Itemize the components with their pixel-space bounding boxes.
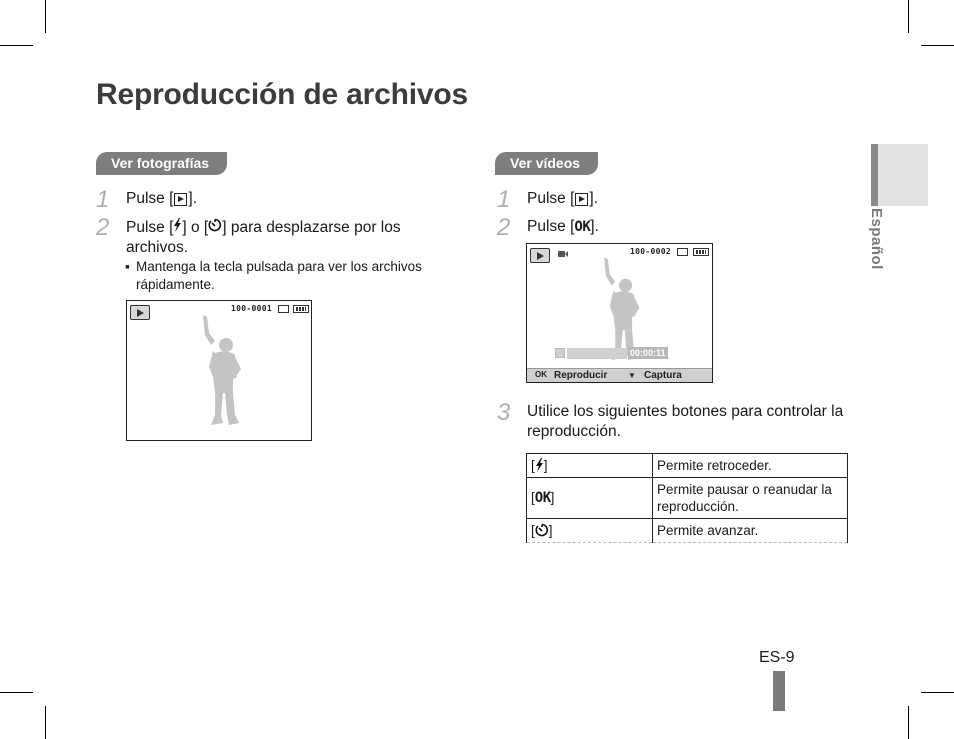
timer-icon: [208, 217, 222, 237]
step-text-post: ].: [590, 218, 599, 235]
step-text: [527, 189, 598, 209]
capture-label: Captura: [644, 370, 682, 381]
step-number: 2: [96, 214, 110, 241]
table-key-cell: [527, 454, 653, 478]
table-key-cell: [527, 519, 653, 543]
video-file-icon: [558, 250, 568, 258]
crop-mark: [908, 706, 909, 739]
table-row: [527, 519, 848, 543]
bracket: [: [531, 458, 535, 473]
stop-icon: [555, 348, 565, 358]
language-tab: [871, 144, 928, 206]
battery-icon: [293, 305, 309, 313]
battery-icon: [693, 248, 709, 256]
play-key-icon: [174, 193, 187, 206]
play-key-icon: [575, 193, 588, 206]
photo-preview-screen: [126, 300, 312, 441]
crop-mark: [0, 45, 33, 46]
step-number: 2: [497, 214, 511, 241]
page-number: ES-9: [759, 649, 795, 666]
ok-label: OK: [535, 370, 547, 379]
page-title: Reproducción de archivos: [96, 78, 468, 111]
file-number: 100-0002: [630, 247, 671, 256]
step-text: [126, 189, 197, 209]
language-label: Español: [868, 208, 885, 270]
page-number-bar: [773, 671, 785, 711]
step-text-pre: Pulse [: [527, 218, 575, 235]
step-text-post: ] para desplazarse por los archivos.: [126, 219, 401, 256]
crop-mark: [921, 692, 954, 693]
ok-key-icon: OK: [534, 490, 551, 506]
memory-icon: [677, 248, 688, 256]
play-label: Reproducir: [554, 370, 608, 381]
bullet-text: Mantenga la tecla pulsada para ver los archivos rápidamente.: [136, 259, 422, 292]
step-text: [527, 217, 599, 237]
step-text-post: ].: [188, 190, 198, 207]
bracket: ]: [550, 490, 555, 505]
crop-mark: [921, 45, 954, 46]
down-arrow-icon: ▼: [628, 371, 636, 380]
video-controls-bar: [527, 368, 712, 382]
step-text-pre: Pulse [: [527, 190, 575, 207]
step-text-pre: Pulse [: [126, 190, 174, 207]
crop-mark: [908, 0, 909, 33]
timer-icon: [535, 522, 549, 539]
ok-key-icon: OK: [574, 219, 591, 235]
table-desc-cell: Permite retroceder.: [653, 454, 848, 478]
crop-mark: [0, 692, 33, 693]
memory-icon: [278, 305, 289, 313]
flash-icon: [535, 457, 544, 474]
crop-mark: [45, 706, 46, 739]
step-text: Utilice los siguientes botones para controlar la reproducción.: [527, 403, 844, 440]
crop-mark: [45, 0, 46, 33]
bullet-note: [125, 258, 455, 294]
step-text: [126, 217, 456, 258]
file-number: 100-0001: [231, 304, 272, 313]
controls-table: [526, 453, 848, 543]
step-number: 1: [497, 186, 511, 213]
step-number: 3: [497, 399, 511, 426]
playback-mode-icon: [130, 305, 150, 320]
language-tab-bar: [871, 144, 878, 206]
bracket: ]: [548, 523, 553, 538]
table-row: [527, 478, 848, 519]
bracket: [: [531, 490, 535, 505]
timecode: 00:00:11: [630, 348, 666, 358]
table-desc-cell: Permite pausar o reanudar la reproducción.: [653, 478, 848, 519]
person-silhouette-icon: [189, 315, 249, 430]
playback-mode-icon: [530, 248, 550, 263]
section-label-videos: Ver vídeos: [495, 152, 598, 175]
step-number: 1: [96, 186, 110, 213]
step-text-mid: ] o [: [182, 219, 209, 236]
table-row: [527, 454, 848, 478]
bracket: [: [531, 523, 535, 538]
bullet-mark: ▪: [125, 259, 130, 274]
progress-bar: [567, 348, 627, 359]
table-key-cell: [527, 478, 653, 519]
step-text-post: ].: [589, 190, 599, 207]
section-label-photos: Ver fotografías: [96, 152, 227, 175]
step-text-pre: Pulse [: [126, 219, 174, 236]
bracket: ]: [543, 458, 548, 473]
video-preview-screen: [526, 243, 713, 383]
table-desc-cell: Permite avanzar.: [653, 519, 848, 543]
